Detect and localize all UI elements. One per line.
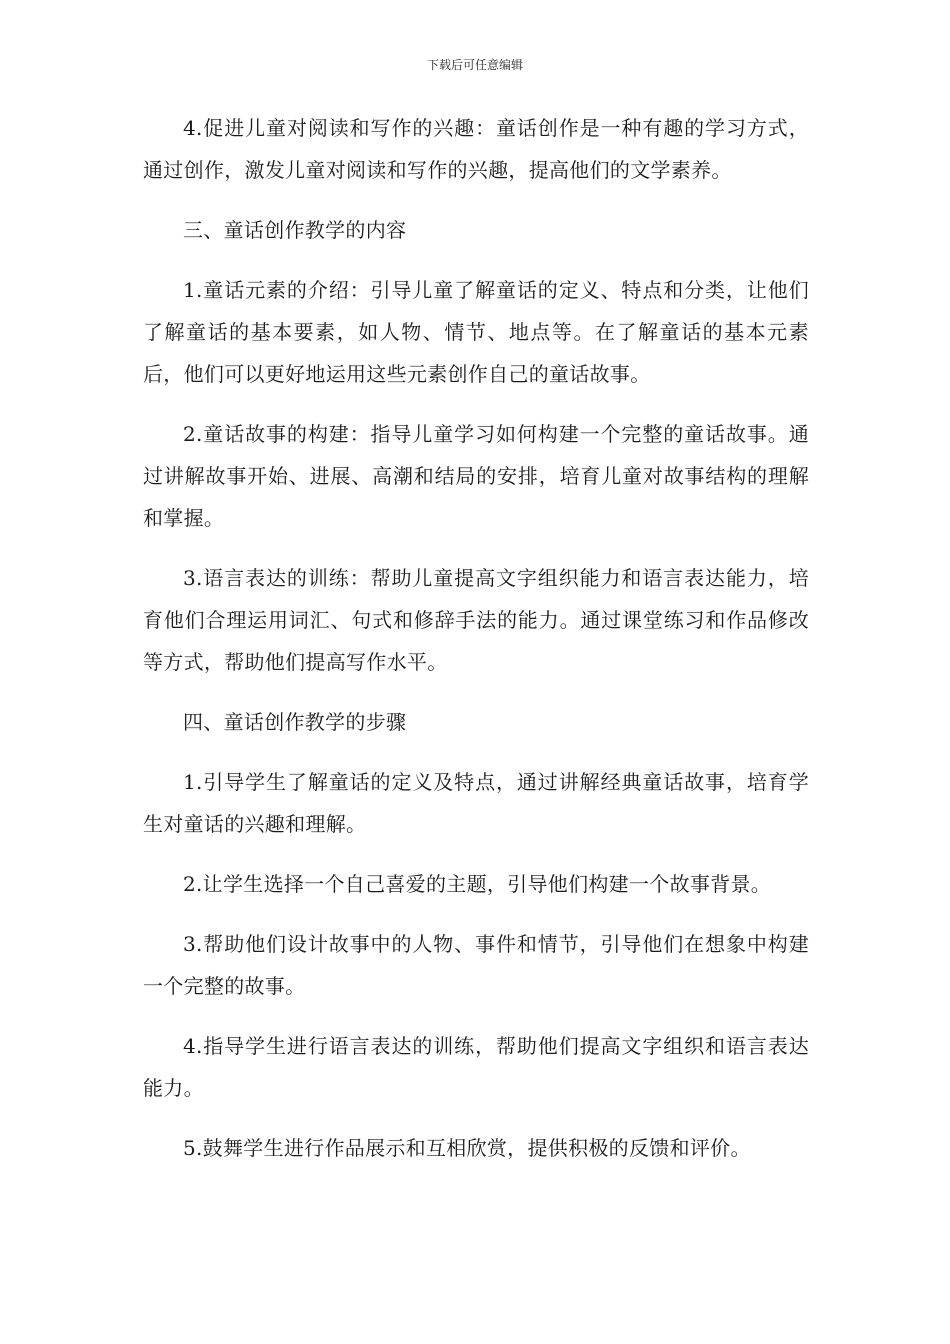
step-4: 4.指导学生进行语言表达的训练，帮助他们提高文字组织和语言表达能力。	[143, 1034, 809, 1100]
step-2: 2.让学生选择一个自己喜爱的主题，引导他们构建一个故事背景。	[183, 872, 772, 896]
paragraph-language: 3.语言表达的训练：帮助儿童提高文字组织能力和语言表达能力，培育他们合理运用词汇、句式和修辞手法的能力。通过课堂练习和作品修改等方式，帮助他们提高写作水平。	[143, 566, 809, 674]
paragraph-interest: 4.促进儿童对阅读和写作的兴趣：童话创作是一种有趣的学习方式，通过创作，激发儿童对阅读和写作的兴趣，提高他们的文学素养。	[143, 116, 809, 182]
document-body	[143, 107, 809, 1187]
step-1: 1.引导学生了解童话的定义及特点，通过讲解经典童话故事，培育学生对童话的兴趣和理解。	[143, 770, 809, 836]
step-3: 3.帮助他们设计故事中的人物、事件和情节，引导他们在想象中构建一个完整的故事。	[143, 932, 809, 998]
paragraph-structure: 2.童话故事的构建：指导儿童学习如何构建一个完整的童话故事。通过讲解故事开始、进展、高潮和结局的安排，培育儿童对故事结构的理解和掌握。	[143, 422, 809, 530]
paragraph-elements: 1.童话元素的介绍：引导儿童了解童话的定义、特点和分类，让他们了解童话的基本要素，如人物、情节、地点等。在了解童话的基本元素后，他们可以更好地运用这些元素创作自己的童话故事。	[143, 278, 809, 386]
section-heading-content: 三、童话创作教学的内容	[183, 218, 407, 242]
section-heading-steps: 四、童话创作教学的步骤	[183, 710, 407, 734]
step-5: 5.鼓舞学生进行作品展示和互相欣赏，提供积极的反馈和评价。	[183, 1136, 751, 1160]
page-header-note: 下载后可任意编辑	[426, 58, 523, 72]
